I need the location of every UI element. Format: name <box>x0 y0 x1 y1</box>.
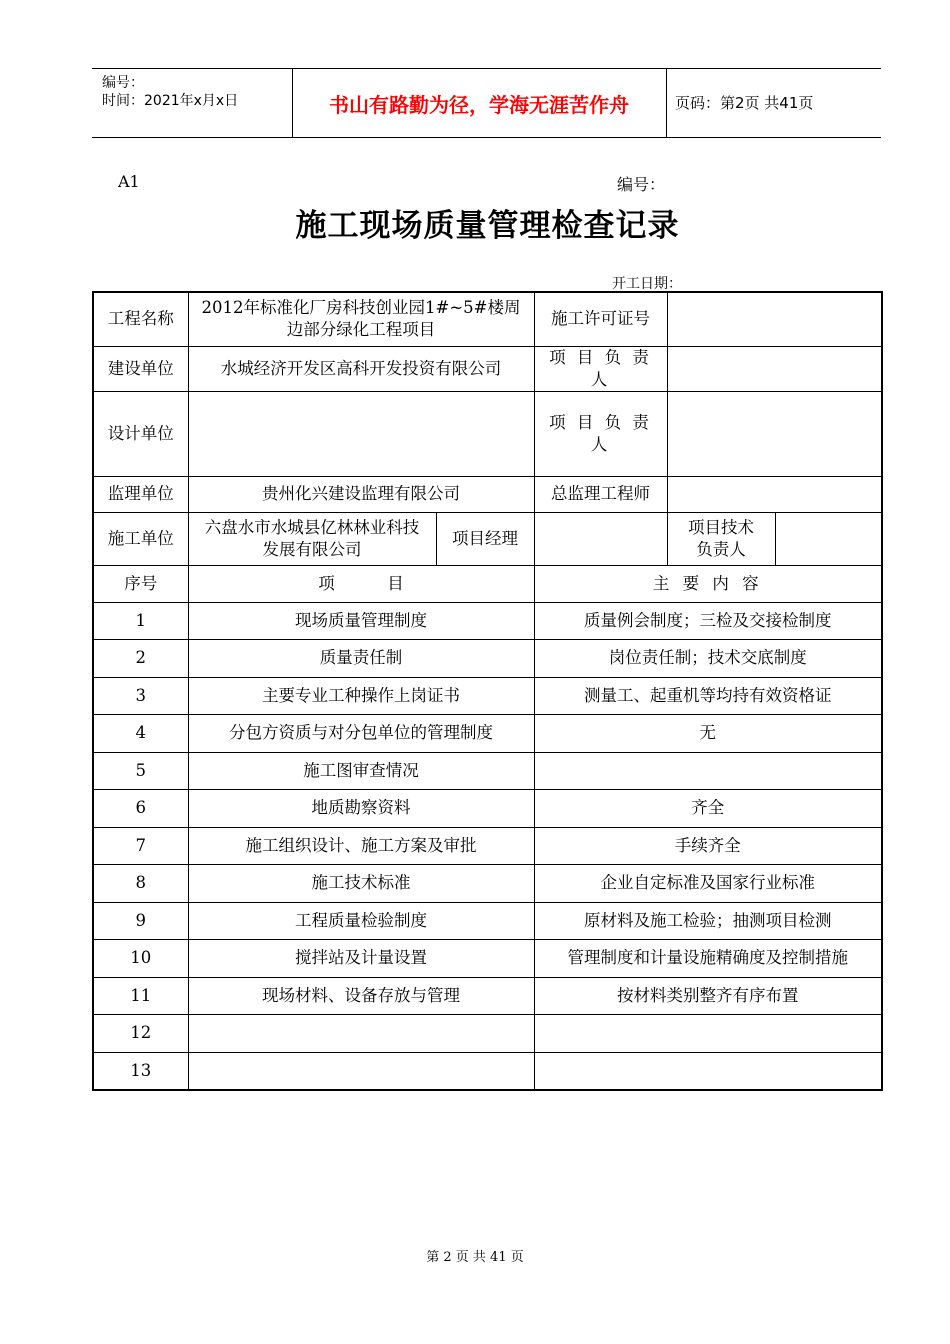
project-name-value: 2012年标准化厂房科技创业园1#~5#楼周边部分绿化工程项目 <box>188 292 534 346</box>
header-meta <box>92 69 293 137</box>
supervisor-value: 贵州化兴建设监理有限公司 <box>188 476 534 512</box>
row-content <box>534 752 882 790</box>
table-row <box>93 752 882 790</box>
table-row <box>93 1052 882 1090</box>
page-title: 施工现场质量管理检查记录 <box>295 208 680 244</box>
chief-engineer-label: 总监理工程师 <box>534 476 667 512</box>
designer-lead-value <box>667 391 882 476</box>
row-number: 2 <box>93 640 188 678</box>
col-header-content: 主 要 内 容 <box>534 565 882 602</box>
row-content: 管理制度和计量设施精确度及控制措施 <box>534 940 882 978</box>
row-item: 主要专业工种操作上岗证书 <box>188 677 534 715</box>
tech-lead-value <box>775 512 882 565</box>
table-row <box>93 790 882 828</box>
header-page-cell <box>667 69 881 137</box>
designer-lead-label: 项 目 负 责 人 <box>534 391 667 476</box>
pm-value <box>534 512 667 565</box>
builder-value: 水城经济开发区高科开发投资有限公司 <box>188 346 534 391</box>
designer-label: 设计单位 <box>93 391 188 476</box>
builder-lead-label: 项 目 负 责 人 <box>534 346 667 391</box>
page-header <box>92 68 881 138</box>
row-number: 10 <box>93 940 188 978</box>
table-row <box>93 1015 882 1053</box>
permit-label: 施工许可证号 <box>534 292 667 346</box>
row-content: 原材料及施工检验；抽测项目检测 <box>534 902 882 940</box>
row-item: 搅拌站及计量设置 <box>188 940 534 978</box>
row-item: 工程质量检验制度 <box>188 902 534 940</box>
doc-code: A1 <box>118 172 140 191</box>
row-item: 质量责任制 <box>188 640 534 678</box>
row-number: 5 <box>93 752 188 790</box>
row-number: 3 <box>93 677 188 715</box>
row-number: 6 <box>93 790 188 828</box>
row-number: 8 <box>93 865 188 903</box>
row-item: 地质勘察资料 <box>188 790 534 828</box>
row-supervisor <box>93 476 882 512</box>
row-content: 手续齐全 <box>534 827 882 865</box>
check-items <box>93 602 882 1090</box>
row-number: 11 <box>93 977 188 1015</box>
tech-lead-label: 项目技术负责人 <box>667 512 775 565</box>
chief-engineer-value <box>667 476 882 512</box>
row-content <box>534 1052 882 1090</box>
start-date-label: 开工日期： <box>612 276 682 292</box>
row-item: 施工技术标准 <box>188 865 534 903</box>
col-header-item: 项 目 <box>188 565 534 602</box>
quality-check-table <box>92 291 883 1091</box>
col-header-no: 序号 <box>93 565 188 602</box>
row-item <box>188 1015 534 1053</box>
row-number: 1 <box>93 602 188 640</box>
row-item: 分包方资质与对分包单位的管理制度 <box>188 715 534 753</box>
header-motto: 书山有路勤为径，学海无涯苦作舟 <box>329 92 629 117</box>
pm-label: 项目经理 <box>436 512 534 565</box>
header-page: 页码：第2页 共41页 <box>675 94 814 112</box>
table-row <box>93 902 882 940</box>
row-content: 无 <box>534 715 882 753</box>
builder-label: 建设单位 <box>93 346 188 391</box>
table-row <box>93 640 882 678</box>
header-bianhao: 编号： <box>102 75 144 91</box>
row-content <box>534 1015 882 1053</box>
permit-value <box>667 292 882 346</box>
header-time: 时间：2021年x月x日 <box>102 93 239 109</box>
table-row <box>93 827 882 865</box>
table-row <box>93 602 882 640</box>
table-row <box>93 940 882 978</box>
row-number: 9 <box>93 902 188 940</box>
row-number: 7 <box>93 827 188 865</box>
doc-number-label: 编号： <box>617 175 666 194</box>
table-row <box>93 715 882 753</box>
builder-lead-value <box>667 346 882 391</box>
constructor-value: 六盘水市水城县亿林林业科技发展有限公司 <box>188 512 436 565</box>
row-item: 现场质量管理制度 <box>188 602 534 640</box>
page-footer: 第 2 页 共 41 页 <box>426 1250 524 1265</box>
row-content: 质量例会制度；三检及交接检制度 <box>534 602 882 640</box>
table-row <box>93 977 882 1015</box>
row-item: 施工图审查情况 <box>188 752 534 790</box>
row-constructor <box>93 512 882 565</box>
row-content: 按材料类别整齐有序布置 <box>534 977 882 1015</box>
row-item: 现场材料、设备存放与管理 <box>188 977 534 1015</box>
row-number: 4 <box>93 715 188 753</box>
row-content: 齐全 <box>534 790 882 828</box>
constructor-label: 施工单位 <box>93 512 188 565</box>
row-builder <box>93 346 882 391</box>
row-designer <box>93 391 882 476</box>
row-item <box>188 1052 534 1090</box>
row-content: 企业自定标准及国家行业标准 <box>534 865 882 903</box>
supervisor-label: 监理单位 <box>93 476 188 512</box>
row-number: 12 <box>93 1015 188 1053</box>
table-row <box>93 865 882 903</box>
header-motto-cell <box>292 69 667 137</box>
row-number: 13 <box>93 1052 188 1090</box>
row-content: 测量工、起重机等均持有效资格证 <box>534 677 882 715</box>
table-row <box>93 677 882 715</box>
designer-value <box>188 391 534 476</box>
row-content: 岗位责任制；技术交底制度 <box>534 640 882 678</box>
row-item: 施工组织设计、施工方案及审批 <box>188 827 534 865</box>
column-header-row <box>93 565 882 602</box>
row-project-name <box>93 292 882 346</box>
project-name-label: 工程名称 <box>93 292 188 346</box>
